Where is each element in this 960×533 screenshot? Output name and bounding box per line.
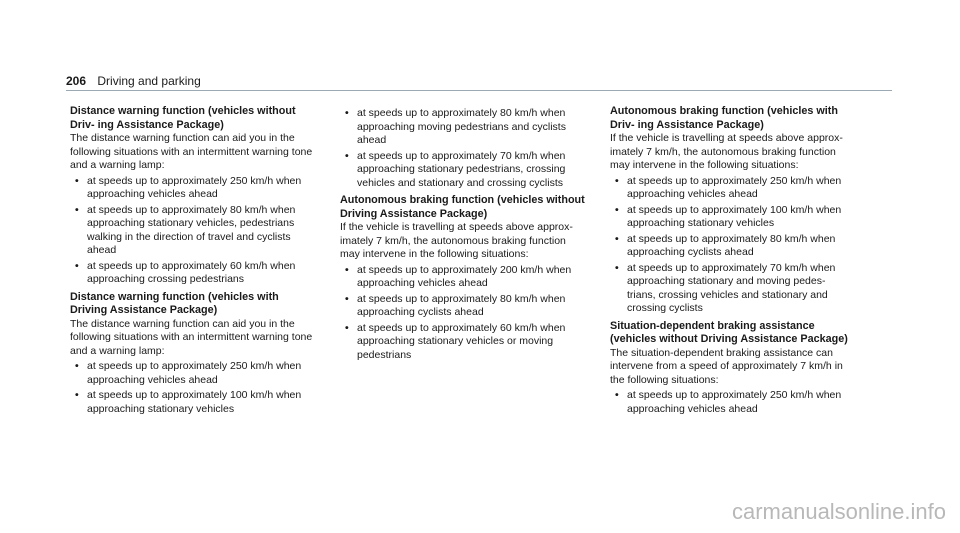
section-heading: Autonomous braking function (vehicles with Driv- ing Assistance Package): [610, 105, 838, 131]
section-intro: If the vehicle is travelling at speeds above approx- imately 7 km/h, the autonomous braking function may intervene in the following situations:: [340, 221, 573, 260]
bullet-list: [70, 175, 316, 287]
list-item: • at speeds up to approximately 200 km/h when approaching vehicles ahead: [340, 264, 586, 291]
page-section-title: Driving and parking: [97, 74, 201, 88]
list-item: • at speeds up to approximately 60 km/h when approaching crossing pedestrians: [70, 260, 316, 287]
content-section: [340, 194, 586, 362]
content-section: [70, 105, 316, 287]
list-item: • at speeds up to approximately 80 km/h when approaching stationary vehicles, pedestrians walking in the direction of travel and cyclists ahead: [70, 204, 316, 258]
list-item: • at speeds up to approximately 80 km/h when approaching moving pedestrians and cyclists ahead: [340, 107, 586, 148]
section-intro: If the vehicle is travelling at speeds above approx- imately 7 km/h, the autonomous braking function may intervene in the following situations:: [610, 132, 843, 171]
list-item: • at speeds up to approximately 100 km/h when approaching stationary vehicles: [70, 389, 316, 416]
section-heading: Situation-dependent braking assistance (vehicles without Driving Assistance Package): [610, 319, 848, 345]
section-intro: The situation-dependent braking assistance can intervene from a speed of approximately 7 km/h in the following situations:: [610, 346, 843, 386]
list-item: • at speeds up to approximately 250 km/h when approaching vehicles ahead: [610, 175, 856, 202]
text-column-1: [70, 105, 316, 416]
list-item: • at speeds up to approximately 70 km/h when approaching stationary pedestrians, crossing vehicles and stationary and crossing cyclists: [340, 150, 586, 191]
bullet-list: [70, 360, 316, 416]
watermark: carmanualsonline.info: [731, 499, 946, 524]
page-number: 206: [66, 74, 87, 88]
section-heading: Distance warning function (vehicles with Driving Assistance Package): [70, 290, 279, 316]
section-heading: Autonomous braking function (vehicles without Driving Assistance Package): [340, 194, 585, 220]
page-header: [66, 74, 892, 91]
list-item: • at speeds up to approximately 100 km/h when approaching stationary vehicles: [610, 204, 856, 231]
section-heading: Distance warning function (vehicles without Driv- ing Assistance Package): [70, 105, 296, 131]
content-section: [70, 291, 316, 417]
bullet-list: [340, 264, 586, 363]
text-column-3: [610, 105, 856, 416]
text-column-2: [340, 105, 586, 362]
content-section: [340, 107, 586, 190]
bullet-list: [610, 175, 856, 316]
section-intro: The distance warning function can aid you in the following situations with an intermittent warning tone and a warning lamp:: [70, 132, 313, 171]
bullet-list: [610, 389, 856, 416]
content-section: [610, 105, 856, 316]
list-item: • at speeds up to approximately 60 km/h when approaching stationary vehicles or moving pedestrians: [340, 322, 586, 363]
list-item: • at speeds up to approximately 80 km/h when approaching cyclists ahead: [610, 233, 856, 260]
list-item: • at speeds up to approximately 250 km/h when approaching vehicles ahead: [610, 389, 856, 416]
content-section: [610, 320, 856, 417]
list-item: • at speeds up to approximately 70 km/h when approaching stationary and moving pedes- trians, crossing vehicles and stationary and crossing cyclists: [610, 262, 856, 316]
list-item: • at speeds up to approximately 250 km/h when approaching vehicles ahead: [70, 175, 316, 202]
bullet-list: [340, 107, 586, 190]
list-item: • at speeds up to approximately 80 km/h when approaching cyclists ahead: [340, 293, 586, 320]
section-intro: The distance warning function can aid you in the following situations with an intermittent warning tone and a warning lamp:: [70, 317, 313, 357]
list-item: • at speeds up to approximately 250 km/h when approaching vehicles ahead: [70, 360, 316, 387]
